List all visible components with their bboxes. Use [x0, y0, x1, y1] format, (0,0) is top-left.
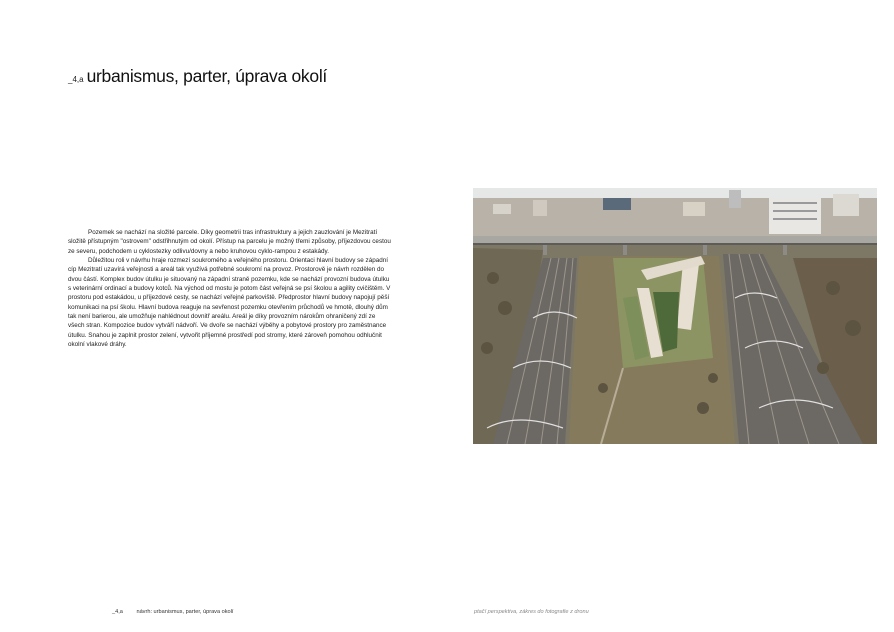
image-caption: ptačí perspektiva, zákres do fotografie z dronu [474, 609, 589, 615]
footer-left [112, 609, 233, 615]
section-number: _4,a [68, 75, 84, 84]
section-title: urbanismus, parter, úprava okolí [86, 66, 327, 86]
body-text [68, 228, 392, 349]
section-heading [68, 66, 327, 87]
aerial-photo [473, 188, 877, 444]
paragraph-2: Důležitou roli v návrhu hraje rozmezí soukromého a veřejného prostoru. Orientaci hlavní budovy se západní cíp Mezitratí uzavírá veřejnosti a areál tak využívá potřebné soukromí na provoz. Prostorově je návrh rozdělen do dvou částí. Komplex budov útulku je situovaný na západní straně pozemku, kde se nachází provozní budova útulku s veterinární ordinací a budovy kotců. Na východ od mostu je potom část veřejná se psí školou a agility cvičištěm. V prostoru pod estakádou, u příjezdové cesty, se nachází veřejné parkoviště. Předprostor hlavní budovy napojují pěší komunikaci na psí školu. Hlavní budova reaguje na sevřenost pozemku otevřením průchodů ve hmotě, dlouhý dům tak není barierou, ale umožňuje nahlédnout dovnitř areálu. Areál je díky provozním nárokům ohraničený zdí ze všech stran. Kompozice budov vytváří nádvoří. Ve dvoře se nachází výběhy a pobytové prostory pro zaměstnance útulku. Snahou je zaplnit prostor zelení, vytvořit příjemné prostředí pod stromy, které zároveň pomohou odhlučnit okolní vlakové dráhy. [68, 257, 391, 349]
footer-number: _4,a [112, 609, 123, 615]
footer-label: návrh: urbanismus, parter, úprava okolí [136, 609, 234, 615]
aerial-photo-icon [473, 188, 877, 444]
paragraph-1: Pozemek se nachází na složité parcele. Díky geometrii tras infrastruktury a jejich zauzlování je Mezitratí složitě přístupným "ostrovem" odstřihnutým od okolí. Přístup na parcelu je možný třemi způsoby, příjezdovou cestou ze severu, podchodem u cyklostezky odlivu/dovny a nebo kruhovou cyklo-rampou z estakády. [68, 229, 391, 255]
